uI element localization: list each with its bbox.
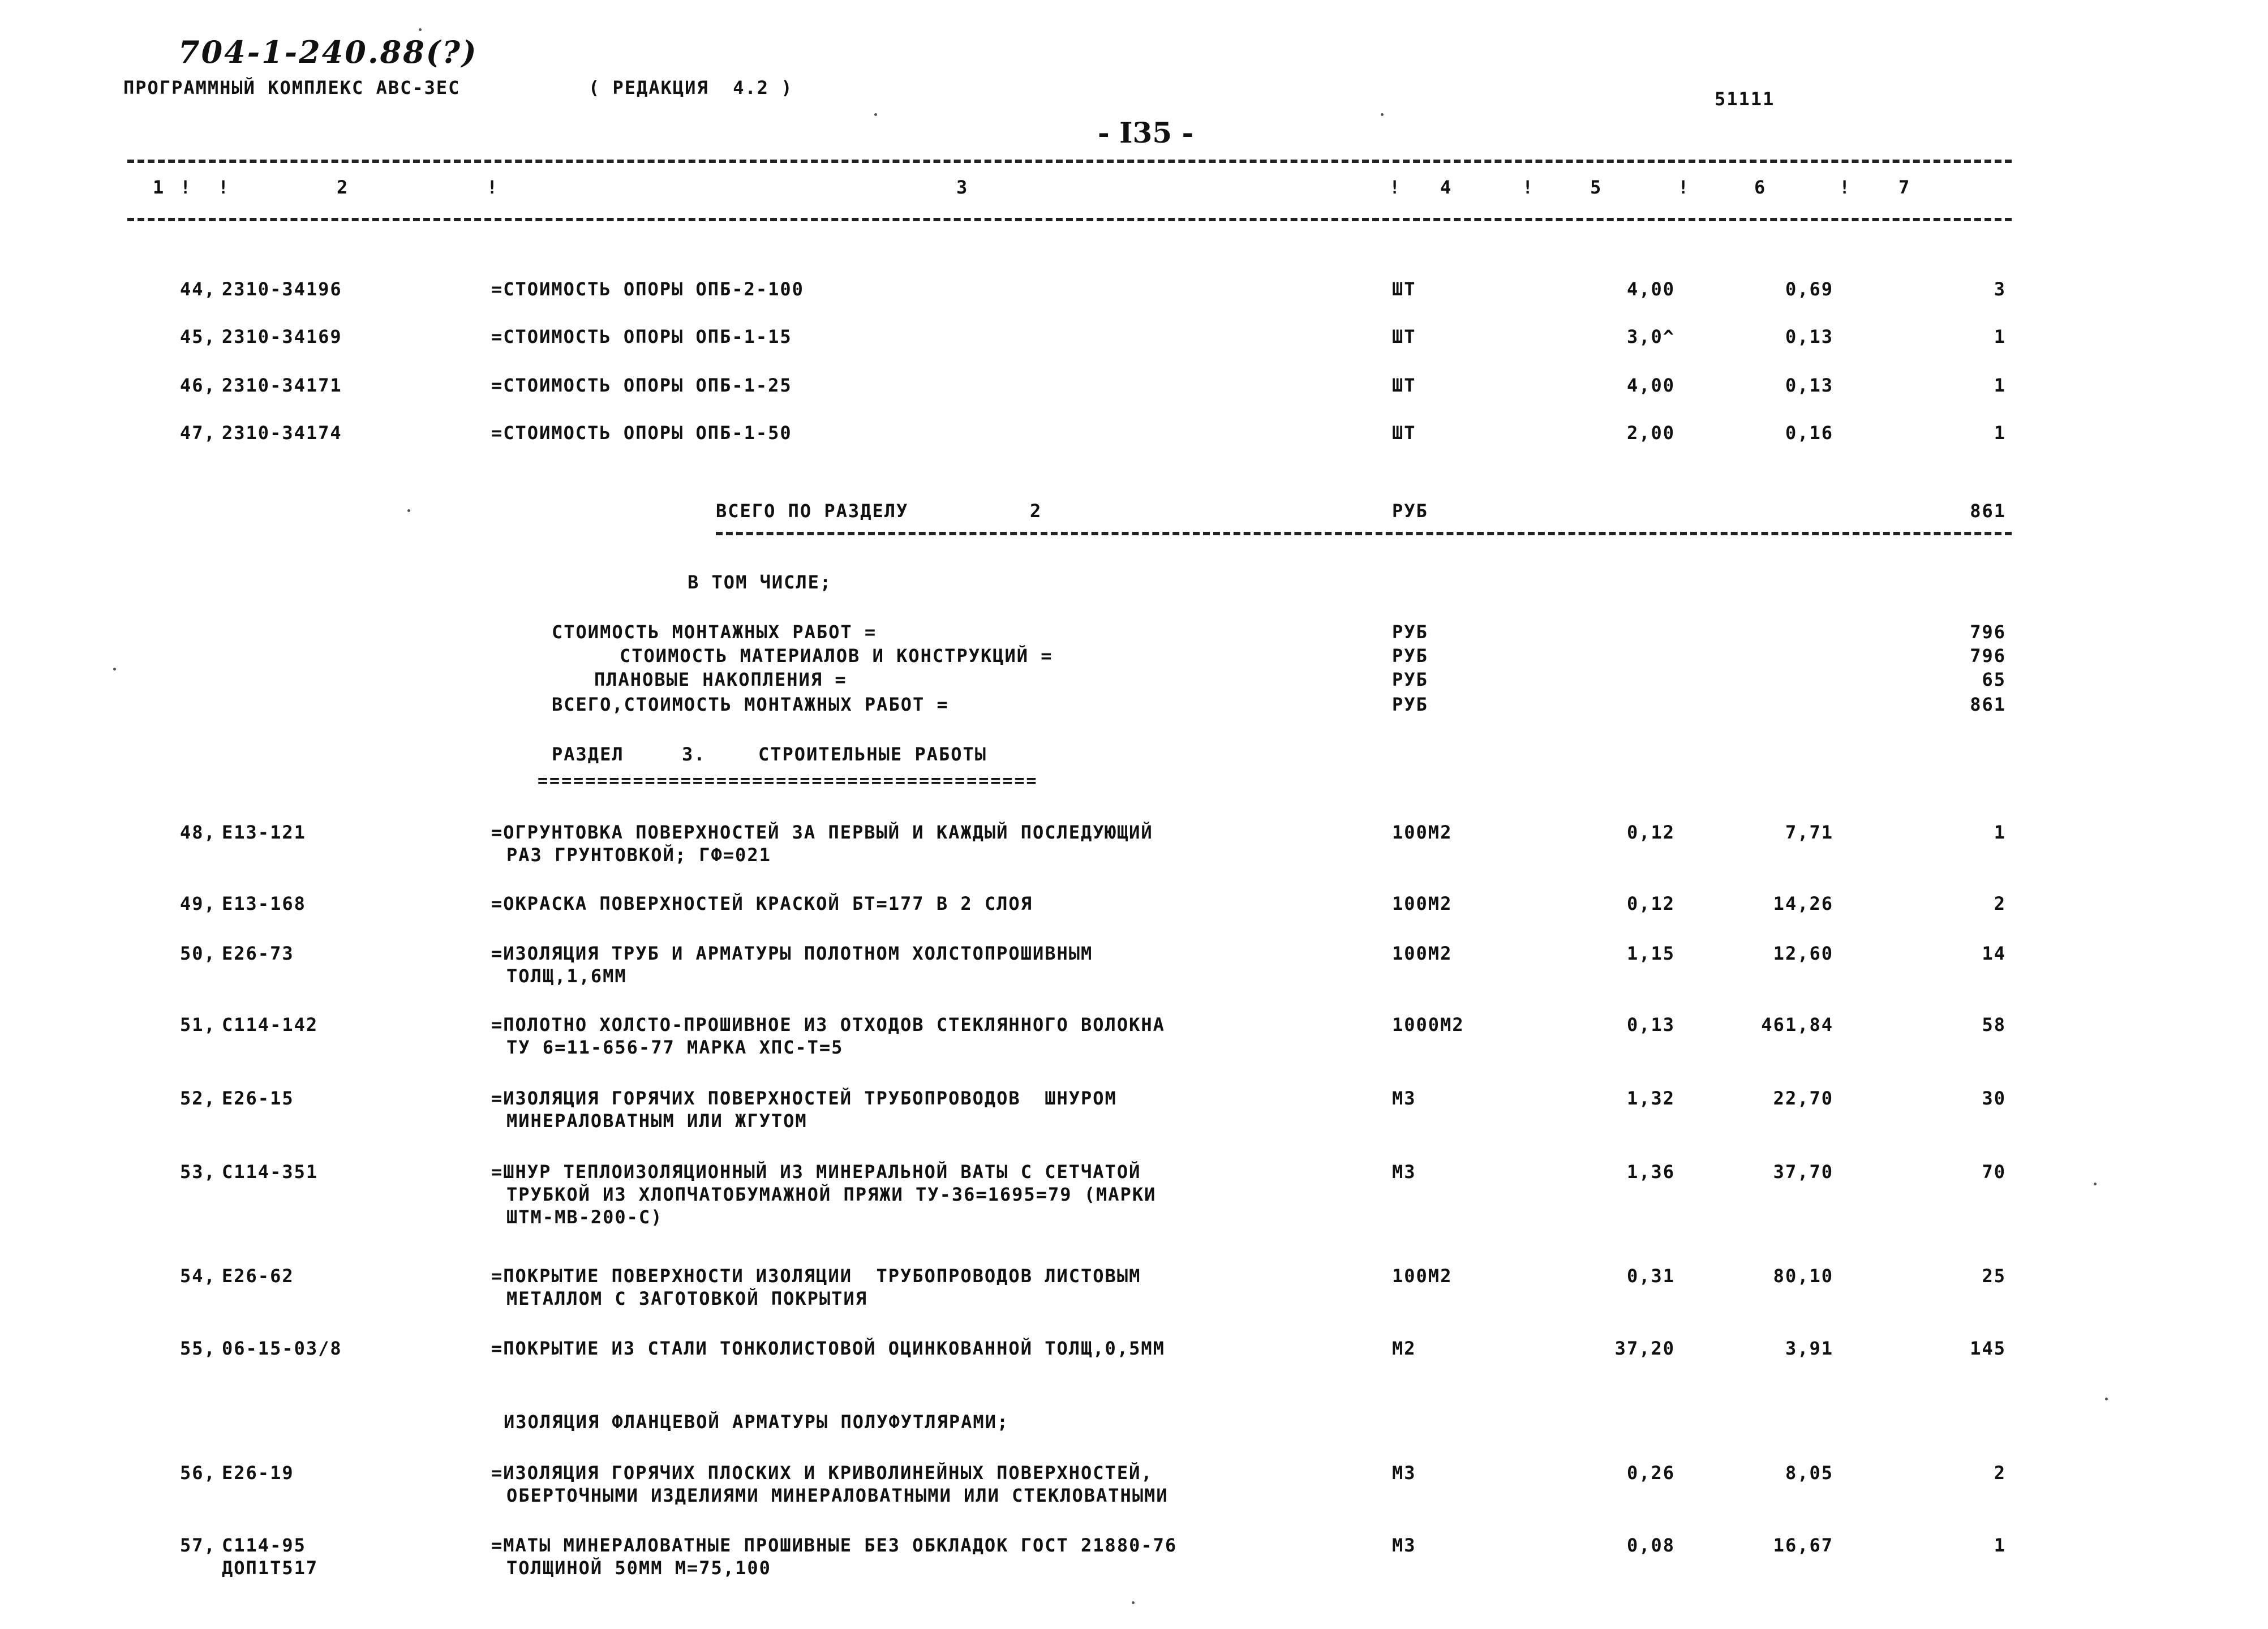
row-code: С114-142 [222, 1014, 319, 1035]
row-total: 1 [1994, 326, 2006, 347]
row-unit: М2 [1392, 1338, 1416, 1359]
row-price: 16,67 [1773, 1535, 1833, 1556]
breakdown-value: 65 [1982, 669, 2006, 690]
header-rule-top [127, 160, 2012, 163]
row-code: С114-95 [222, 1535, 306, 1556]
row-price: 461,84 [1761, 1014, 1833, 1035]
row-pos: 51, [180, 1014, 216, 1035]
row-desc-cont: ОБЕРТОЧНЫМИ ИЗДЕЛИЯМИ МИНЕРАЛОВАТНЫМИ ИЛИ СТЕКЛОВАТНЫМИ [506, 1485, 1169, 1506]
row-qty: 0,12 [1626, 822, 1675, 843]
row-pos: 54, [180, 1265, 216, 1287]
estimate-page: 704-1-240.88(?) ПРОГРАММНЫЙ КОМПЛЕКС АВС-3ЕС ( РЕДАКЦИЯ 4.2 ) 51111 - I35 - 1 2 3 4 5 6 7 ! ! ! ! ! ! ! 44, 2310-34196 =СТОИМОСТЬ ОПОРЫ ОПБ-2-100 ШТ 4,00 0,69 3 45, 2310-34169 =СТОИМОСТЬ ОПОРЫ ОПБ-1-15 ШТ 3,0^ 0,13 1 46, 2310-34171 =СТОИМОСТЬ ОПОРЫ ОПБ-1-25 ШТ 4,00 0,13 1 47, 2310-34174 =СТОИМОСТЬ ОПОРЫ ОПБ-1-50 ШТ 2,00 0,16 1 ВСЕГО ПО РАЗДЕЛУ 2 РУБ 861 В ТОМ ЧИСЛЕ; СТОИМОСТЬ МОНТАЖНЫХ РАБОТ = РУБ 796 СТОИМОСТЬ МАТЕРИАЛОВ И КОНСТРУКЦИЙ = РУБ 796 ПЛАНОВЫЕ НАКОПЛЕНИЯ = РУБ 65 ВСЕГО,СТОИМОСТЬ МОНТАЖНЫХ РАБОТ = РУБ 861 РАЗДЕЛ 3. СТРОИТЕЛЬНЫЕ РАБОТЫ ========================================== 48, Е13-121 =ОГРУНТОВКА ПОВЕРХНОСТЕЙ ЗА ПЕРВЫЙ И КАЖДЫЙ ПОСЛЕДУЮЩИЙ РАЗ ГРУНТОВКОЙ; ГФ=021 100М2 0,12 7,71 1 49, Е13-168 =ОКРАСКА ПОВЕРХНОСТЕЙ КРАСКОЙ БТ=177 В 2 СЛОЯ 100М2 0,12 14,26 2 50, Е26-73 =ИЗОЛЯЦИЯ ТРУБ И АРМАТУРЫ ПОЛОТНОМ ХОЛСТОПРОШИВНЫМ ТОЛЩ,1,6ММ 100М2 1,15 12,60 14 51, С114-142 =ПОЛОТНО ХОЛСТО-ПРОШИВНОЕ ИЗ ОТХОДОВ СТЕКЛЯННОГО ВОЛОКНА ТУ 6=11-656-77 МАРКА ХПС-Т=5 1000М2 0,13 461,84 58 52, Е26-15 =ИЗОЛЯЦИЯ ГОРЯЧИХ ПОВЕРХНОСТЕЙ ТРУБОПРОВОДОВ ШНУРОМ МИНЕРАЛОВАТНЫМ ИЛИ ЖГУТОМ М3 1,32 22,70 30 53, С114-351 =ШНУР ТЕПЛОИЗОЛЯЦИОННЫЙ ИЗ МИНЕРАЛЬНОЙ ВАТЫ С СЕТЧАТОЙ ТРУБКОЙ ИЗ ХЛОПЧАТОБУМАЖНОЙ ПРЯЖИ ТУ-36=1695=79 (МАРКИ ШТМ-МВ-200-С) М3 1,36 37,70 70 54, Е26-62 =ПОКРЫТИЕ ПОВЕРХНОСТИ ИЗОЛЯЦИИ ТРУБОПРОВОДОВ ЛИСТОВЫМ МЕТАЛЛОМ С ЗАГОТОВКОЙ ПОКРЫТИЯ 100М2 0,31 80,10 25 55, 06-15-03/8 =ПОКРЫТИЕ ИЗ СТАЛИ ТОНКОЛИСТОВОЙ ОЦИНКОВАННОЙ ТОЛЩ,0,5ММ М2 37,20 3,91 145 ИЗОЛЯЦИЯ ФЛАНЦЕВОЙ АРМАТУРЫ ПОЛУФУТЛЯРАМИ; 56, Е26-19 =ИЗОЛЯЦИЯ ГОРЯЧИХ ПЛОСКИХ И КРИВОЛИНЕЙНЫХ ПОВЕРХНОСТЕЙ, ОБЕРТОЧНЫМИ ИЗДЕЛИЯМИ МИНЕРАЛОВАТНЫМИ ИЛИ СТЕКЛОВАТНЫМИ М3 0,26 8,05 2 57, С114-95 ДОП1Т517 =МАТЫ МИНЕРАЛОВАТНЫЕ ПРОШИВНЫЕ БЕЗ ОБКЛАДОК ГОСТ 21880-76 ТОЛЩИНОЙ 50ММ М=75,100 М3 0,08 16,67 1 [0, 0, 2268, 1629]
row-total: 25 [1982, 1265, 2006, 1287]
row-desc: =ПОКРЫТИЕ ПОВЕРХНОСТИ ИЗОЛЯЦИИ ТРУБОПРОВОДОВ ЛИСТОВЫМ [491, 1265, 1141, 1287]
row-total: 14 [1982, 943, 2006, 964]
row-desc: =СТОИМОСТЬ ОПОРЫ ОПБ-2-100 [491, 278, 804, 300]
row-total: 1 [1994, 822, 2006, 843]
row-pos: 45, [180, 326, 216, 347]
row-total: 1 [1994, 375, 2006, 396]
row-pos: 50, [180, 943, 216, 964]
row-unit: 100М2 [1392, 822, 1453, 843]
scan-speck [2105, 1398, 2108, 1400]
breakdown-value: 796 [1970, 621, 2006, 643]
row-price: 12,60 [1773, 943, 1833, 964]
row-desc: =ПОЛОТНО ХОЛСТО-ПРОШИВНОЕ ИЗ ОТХОДОВ СТЕКЛЯННОГО ВОЛОКНА [491, 1014, 1165, 1035]
row-total: 3 [1994, 278, 2006, 300]
col-6: 6 [1754, 177, 1766, 198]
edition: ( РЕДАКЦИЯ 4.2 ) [589, 77, 793, 98]
scan-speck [113, 668, 116, 670]
row-price: 14,26 [1773, 893, 1833, 914]
row-qty: 1,36 [1626, 1161, 1675, 1183]
col-1: 1 [153, 177, 164, 198]
breakdown-value: 861 [1970, 694, 2006, 715]
row-code: Е26-73 [222, 943, 294, 964]
subsection-heading: ИЗОЛЯЦИЯ ФЛАНЦЕВОЙ АРМАТУРЫ ПОЛУФУТЛЯРАМИ; [504, 1411, 1010, 1433]
row-total: 58 [1982, 1014, 2006, 1035]
row-desc-cont: ТРУБКОЙ ИЗ ХЛОПЧАТОБУМАЖНОЙ ПРЯЖИ ТУ-36=1695=79 (МАРКИ [506, 1184, 1157, 1205]
row-price: 0,13 [1785, 375, 1833, 396]
handwritten-doc-ref: 704-1-240.88(?) [178, 34, 478, 70]
row-qty: 0,12 [1626, 893, 1675, 914]
row-price: 0,16 [1785, 422, 1833, 444]
section-total-value: 861 [1970, 500, 2006, 522]
row-desc: =СТОИМОСТЬ ОПОРЫ ОПБ-1-25 [491, 375, 792, 396]
row-code: 2310-34171 [222, 375, 342, 396]
breakdown-unit: РУБ [1392, 669, 1428, 690]
section-total-num: 2 [1030, 500, 1042, 522]
row-code: С114-351 [222, 1161, 319, 1183]
row-unit: ШТ [1392, 326, 1416, 347]
row-code: Е26-15 [222, 1088, 294, 1109]
section-num: 3. [682, 743, 706, 765]
program-name: ПРОГРАММНЫЙ КОМПЛЕКС АВС-3ЕС [123, 77, 461, 98]
col-3: 3 [956, 177, 968, 198]
code-right: 51111 [1715, 88, 1775, 110]
row-pos: 49, [180, 893, 216, 914]
row-desc: =ИЗОЛЯЦИЯ ГОРЯЧИХ ПОВЕРХНОСТЕЙ ТРУБОПРОВОДОВ ШНУРОМ [491, 1088, 1117, 1109]
row-price: 22,70 [1773, 1088, 1833, 1109]
row-code: Е26-62 [222, 1265, 294, 1287]
breakdown-unit: РУБ [1392, 621, 1428, 643]
row-unit: М3 [1392, 1535, 1416, 1556]
row-pos: 57, [180, 1535, 216, 1556]
row-qty: 0,31 [1626, 1265, 1675, 1287]
row-desc: =СТОИМОСТЬ ОПОРЫ ОПБ-1-15 [491, 326, 792, 347]
row-price: 7,71 [1785, 822, 1833, 843]
row-total: 1 [1994, 422, 2006, 444]
row-total: 70 [1982, 1161, 2006, 1183]
breakdown-label: СТОИМОСТЬ МАТЕРИАЛОВ И КОНСТРУКЦИЙ = [620, 645, 1053, 667]
row-qty: 2,00 [1626, 422, 1675, 444]
breakdown-unit: РУБ [1392, 645, 1428, 667]
row-code: Е13-121 [222, 822, 306, 843]
row-code-extra: ДОП1Т517 [222, 1557, 319, 1579]
section-underline: ========================================== [538, 771, 1038, 791]
row-qty: 4,00 [1626, 375, 1675, 396]
col-7: 7 [1898, 177, 1910, 198]
row-unit: 100М2 [1392, 1265, 1453, 1287]
row-desc-cont: ТУ 6=11-656-77 МАРКА ХПС-Т=5 [506, 1037, 844, 1058]
header-rule-bottom [127, 218, 2012, 221]
row-unit: ШТ [1392, 422, 1416, 444]
row-qty: 4,00 [1626, 278, 1675, 300]
row-qty: 1,15 [1626, 943, 1675, 964]
breakdown-unit: РУБ [1392, 694, 1428, 715]
scan-speck [419, 28, 422, 31]
row-qty: 0,26 [1626, 1462, 1675, 1484]
row-total: 1 [1994, 1535, 2006, 1556]
col-5: 5 [1590, 177, 1601, 198]
row-qty: 37,20 [1614, 1338, 1675, 1359]
row-code: 2310-34196 [222, 278, 342, 300]
row-desc-cont: ТОЛЩИНОЙ 50ММ М=75,100 [506, 1557, 771, 1579]
scan-speck [1132, 1601, 1135, 1604]
breakdown-label: СТОИМОСТЬ МОНТАЖНЫХ РАБОТ = [552, 621, 877, 643]
row-price: 80,10 [1773, 1265, 1833, 1287]
row-pos: 48, [180, 822, 216, 843]
row-price: 0,13 [1785, 326, 1833, 347]
breakdown-label: ВСЕГО,СТОИМОСТЬ МОНТАЖНЫХ РАБОТ = [552, 694, 949, 715]
section-total-rule [716, 532, 2012, 535]
page-number: - I35 - [1098, 116, 1194, 149]
row-desc-cont: РАЗ ГРУНТОВКОЙ; ГФ=021 [506, 844, 771, 866]
row-desc-cont: ШТМ-МВ-200-С) [506, 1206, 663, 1228]
col-2: 2 [337, 177, 348, 198]
row-desc: =ШНУР ТЕПЛОИЗОЛЯЦИОННЫЙ ИЗ МИНЕРАЛЬНОЙ ВАТЫ С СЕТЧАТОЙ [491, 1161, 1141, 1183]
row-desc: =ИЗОЛЯЦИЯ ГОРЯЧИХ ПЛОСКИХ И КРИВОЛИНЕЙНЫХ ПОВЕРХНОСТЕЙ, [491, 1462, 1153, 1484]
row-unit: 100М2 [1392, 943, 1453, 964]
row-price: 3,91 [1785, 1338, 1833, 1359]
row-total: 2 [1994, 893, 2006, 914]
row-price: 37,70 [1773, 1161, 1833, 1183]
scan-speck [2094, 1183, 2097, 1185]
row-qty: 0,13 [1626, 1014, 1675, 1035]
row-pos: 44, [180, 278, 216, 300]
section-total-unit: РУБ [1392, 500, 1428, 522]
row-desc: =ОГРУНТОВКА ПОВЕРХНОСТЕЙ ЗА ПЕРВЫЙ И КАЖДЫЙ ПОСЛЕДУЮЩИЙ [491, 822, 1153, 843]
row-pos: 55, [180, 1338, 216, 1359]
row-unit: 100М2 [1392, 893, 1453, 914]
row-pos: 52, [180, 1088, 216, 1109]
row-unit: ШТ [1392, 278, 1416, 300]
row-qty: 1,32 [1626, 1088, 1675, 1109]
breakdown-value: 796 [1970, 645, 2006, 667]
including-label: В ТОМ ЧИСЛЕ; [688, 571, 832, 593]
row-desc: =СТОИМОСТЬ ОПОРЫ ОПБ-1-50 [491, 422, 792, 444]
scan-speck [1381, 113, 1384, 116]
col-4: 4 [1440, 177, 1451, 198]
row-desc-cont: ТОЛЩ,1,6ММ [506, 965, 627, 987]
row-pos: 46, [180, 375, 216, 396]
row-pos: 53, [180, 1161, 216, 1183]
row-desc: =ИЗОЛЯЦИЯ ТРУБ И АРМАТУРЫ ПОЛОТНОМ ХОЛСТОПРОШИВНЫМ [491, 943, 1093, 964]
row-code: Е13-168 [222, 893, 306, 914]
row-desc: =ПОКРЫТИЕ ИЗ СТАЛИ ТОНКОЛИСТОВОЙ ОЦИНКОВАННОЙ ТОЛЩ,0,5ММ [491, 1338, 1165, 1359]
row-pos: 47, [180, 422, 216, 444]
row-total: 145 [1970, 1338, 2006, 1359]
row-code: 2310-34169 [222, 326, 342, 347]
row-unit: М3 [1392, 1161, 1416, 1183]
section-title: СТРОИТЕЛЬНЫЕ РАБОТЫ [758, 743, 987, 765]
row-qty: 0,08 [1626, 1535, 1675, 1556]
row-desc: =ОКРАСКА ПОВЕРХНОСТЕЙ КРАСКОЙ БТ=177 В 2 СЛОЯ [491, 893, 1033, 914]
row-code: Е26-19 [222, 1462, 294, 1484]
row-qty: 3,0^ [1626, 326, 1675, 347]
row-total: 2 [1994, 1462, 2006, 1484]
row-unit: ШТ [1392, 375, 1416, 396]
row-desc-cont: МЕТАЛЛОМ С ЗАГОТОВКОЙ ПОКРЫТИЯ [506, 1288, 867, 1309]
row-unit: М3 [1392, 1462, 1416, 1484]
row-unit: 1000М2 [1392, 1014, 1464, 1035]
row-total: 30 [1982, 1088, 2006, 1109]
breakdown-label: ПЛАНОВЫЕ НАКОПЛЕНИЯ = [594, 669, 847, 690]
row-price: 8,05 [1785, 1462, 1833, 1484]
section-total-label: ВСЕГО ПО РАЗДЕЛУ [716, 500, 909, 522]
scan-speck [407, 509, 410, 512]
section-label: РАЗДЕЛ [552, 743, 624, 765]
row-desc: =МАТЫ МИНЕРАЛОВАТНЫЕ ПРОШИВНЫЕ БЕЗ ОБКЛАДОК ГОСТ 21880-76 [491, 1535, 1178, 1556]
row-pos: 56, [180, 1462, 216, 1484]
row-price: 0,69 [1785, 278, 1833, 300]
row-desc-cont: МИНЕРАЛОВАТНЫМ ИЛИ ЖГУТОМ [506, 1110, 807, 1132]
scan-speck [874, 113, 877, 116]
row-code: 2310-34174 [222, 422, 342, 444]
row-code: 06-15-03/8 [222, 1338, 342, 1359]
row-unit: М3 [1392, 1088, 1416, 1109]
